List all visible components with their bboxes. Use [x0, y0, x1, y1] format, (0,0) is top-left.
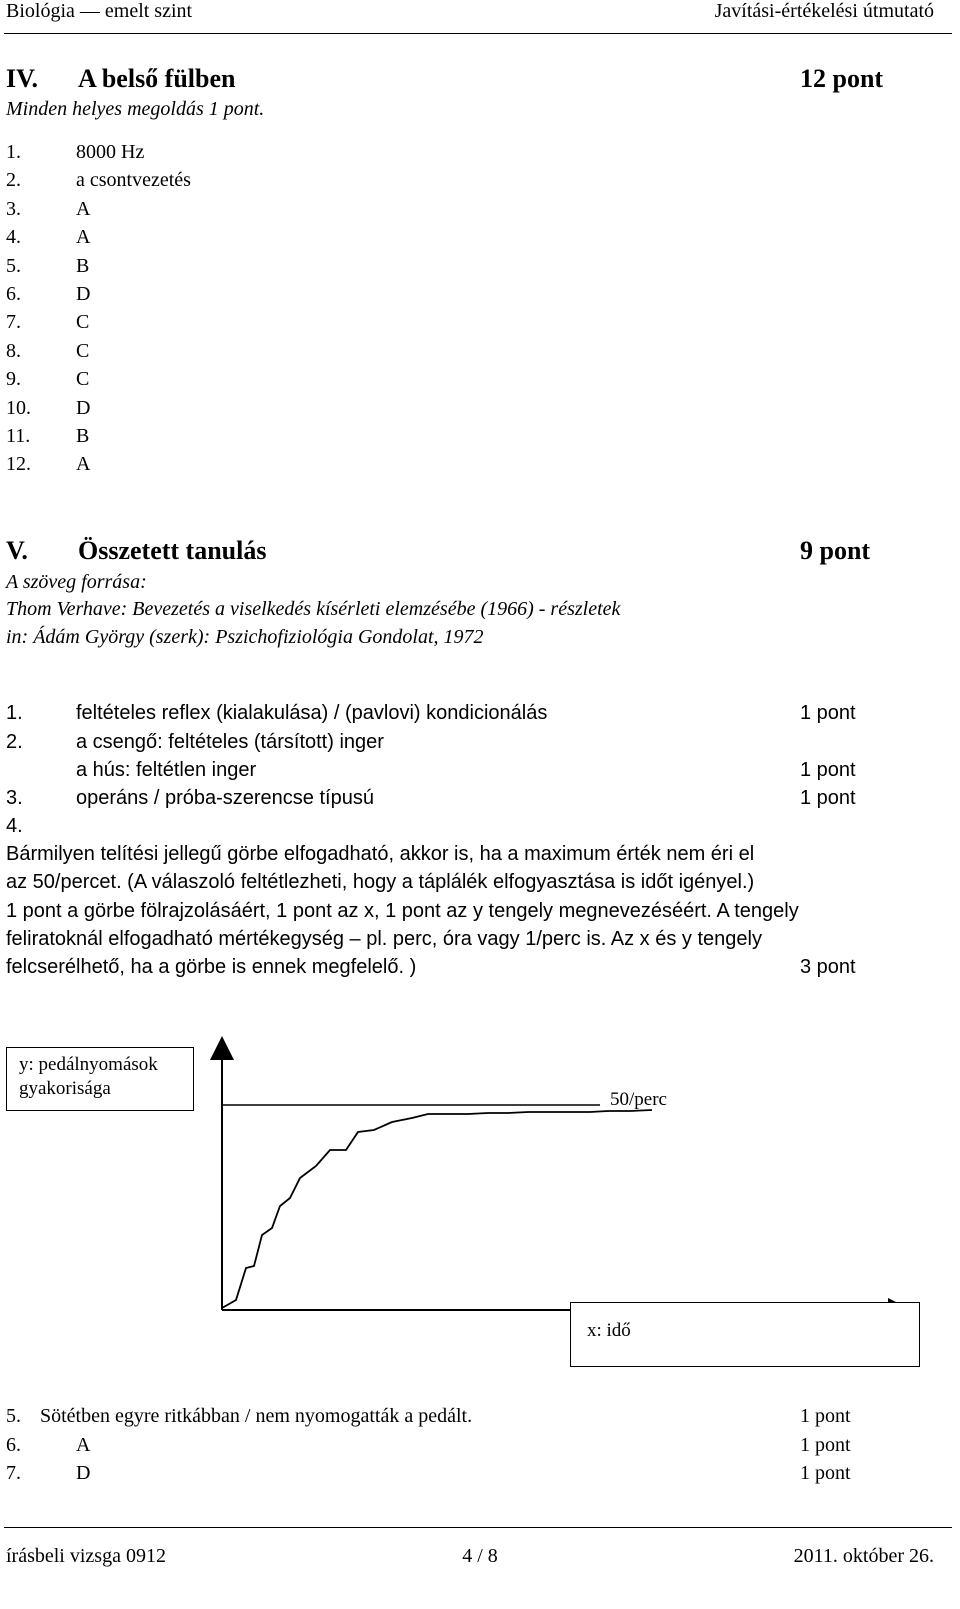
y-axis-label-line-1: y: pedálnyomások: [19, 1054, 158, 1075]
item-2-number: 2.: [6, 731, 23, 753]
tail-item-number: 6.: [6, 1433, 21, 1456]
answer-value: A: [76, 453, 91, 476]
item-2-points: 1 pont: [800, 759, 856, 781]
answer-number: 7.: [6, 311, 21, 334]
answer-value: D: [76, 396, 91, 419]
item-4-line: feliratoknál elfogadható mértékegység – pl. perc, óra vagy 1/perc is. Az x és y tengely: [6, 927, 762, 950]
answer-number: 4.: [6, 226, 21, 249]
item-3-points: 1 pont: [800, 787, 856, 809]
footer-right: 2011. október 26.: [793, 1545, 934, 1567]
answer-value: A: [76, 197, 91, 220]
item-1-points: 1 pont: [800, 702, 856, 724]
answer-value: B: [76, 254, 90, 277]
header-right: Javítási-értékelési útmutató: [714, 0, 934, 22]
section-5-title: Összetett tanulás: [78, 536, 267, 565]
answer-value: A: [76, 226, 91, 249]
item-2-line-2: a hús: feltétlen inger: [76, 759, 257, 781]
answer-number: 6.: [6, 283, 21, 305]
answer-number: 10.: [6, 396, 31, 419]
answer-number: 8.: [6, 339, 21, 362]
tail-item-points: 1 pont: [800, 1462, 851, 1484]
item-4-number: 4.: [6, 815, 23, 837]
item-3-number: 3.: [6, 787, 23, 809]
y-axis-label-box: [6, 1047, 194, 1111]
answer-value: C: [76, 368, 90, 391]
source-line-1: Thom Verhave: Bevezetés a viselkedés kísérleti elemzésébe (1966) - részletek: [6, 598, 621, 620]
answer-number: 11.: [6, 425, 31, 447]
item-4-points: 3 pont: [800, 956, 856, 978]
saturation-curve: [222, 1110, 652, 1308]
tail-item-points: 1 pont: [800, 1433, 851, 1456]
answer-value: C: [76, 339, 90, 362]
tail-item-answer: D: [76, 1462, 91, 1484]
tail-item-points: 1 pont: [800, 1405, 851, 1427]
item-4-line: az 50/percet. (A válaszoló feltétlezheti, hogy a táplálék elfogyasztása is időt igényel.): [6, 871, 755, 894]
item-1-text: feltételes reflex (kialakulása) / (pavlovi) kondicionálás: [76, 702, 548, 724]
tail-item-number: 7.: [6, 1462, 21, 1484]
answer-value: B: [76, 425, 90, 447]
answer-number: 2.: [6, 169, 21, 192]
footer-divider: [4, 1527, 952, 1528]
answer-value: C: [76, 311, 90, 334]
item-3-text: operáns / próba-szerencse típusú: [76, 787, 374, 809]
answer-number: 9.: [6, 368, 21, 391]
answer-value: 8000 Hz: [76, 141, 145, 163]
item-4-line: Bármilyen telítési jellegű görbe elfogadható, akkor is, ha a maximum érték nem éri el: [6, 843, 755, 865]
y-axis-label-line-2: gyakorisága: [19, 1078, 111, 1099]
answer-value: D: [76, 283, 91, 305]
answer-number: 5.: [6, 254, 21, 277]
section-4-number: IV.: [6, 64, 39, 93]
section-5-points: 9 pont: [800, 536, 871, 565]
x-axis-label: x: idő: [587, 1320, 631, 1341]
item-2-line-1: a csengő: feltételes (társított) inger: [76, 731, 384, 753]
source-label: A szöveg forrása:: [6, 571, 147, 593]
footer-left: írásbeli vizsga 0912: [6, 1545, 166, 1567]
tail-item-answer: A: [76, 1433, 91, 1456]
x-axis-label-box: [570, 1302, 920, 1367]
item-4-line: felcserélhető, ha a görbe is ennek megfelelő. ): [6, 956, 417, 979]
max-value-label: 50/perc: [610, 1089, 667, 1110]
header-left: Biológia — emelt szint: [6, 0, 193, 22]
answer-number: 1.: [6, 141, 21, 163]
answer-number: 3.: [6, 197, 21, 220]
item-4-line: 1 pont a görbe fölrajzolásáért, 1 pont az x, 1 pont az y tengely megnevezéséért. A tengely: [6, 899, 799, 922]
tail-item-answer: Sötétben egyre ritkábban / nem nyomogatták a pedált.: [40, 1405, 473, 1427]
tail-item-number: 5.: [6, 1405, 21, 1427]
section-4-note: Minden helyes megoldás 1 pont.: [6, 98, 265, 120]
item-1-number: 1.: [6, 702, 23, 724]
footer-page-number: 4 / 8: [462, 1545, 498, 1567]
answer-number: 12.: [6, 453, 31, 476]
source-line-2: in: Ádám György (szerk): Pszichofiziológia Gondolat, 1972: [6, 626, 484, 648]
section-5-number: V.: [6, 536, 28, 565]
section-4-points: 12 pont: [800, 64, 884, 93]
section-4-title: A belső fülben: [78, 64, 236, 93]
answer-value: a csontvezetés: [76, 169, 191, 192]
